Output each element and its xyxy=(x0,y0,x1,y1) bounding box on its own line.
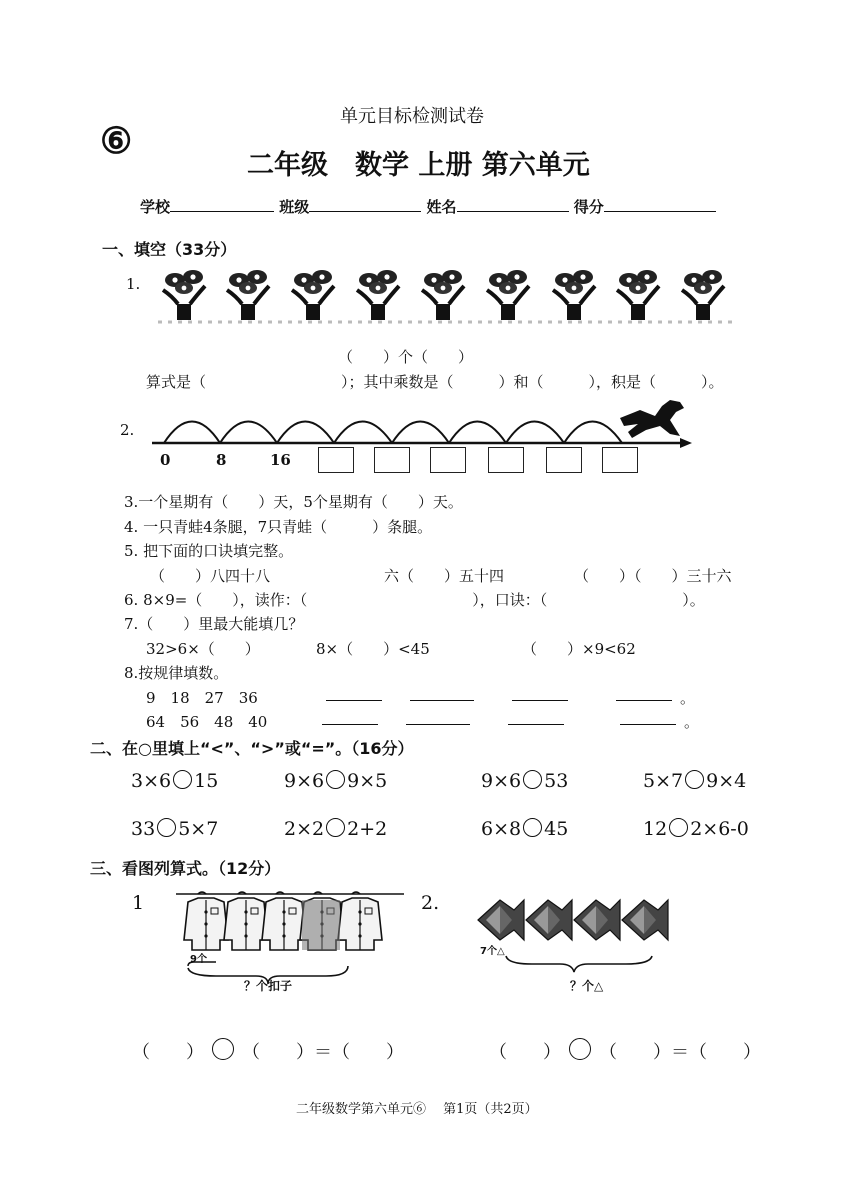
sequence-blank[interactable] xyxy=(512,700,568,701)
answer-box[interactable] xyxy=(374,447,410,473)
q8-sequence-1: 9 18 27 36 xyxy=(146,689,258,707)
field-name-label: 姓名 xyxy=(426,198,457,216)
q8-text: 8.按规律填数。 xyxy=(124,664,229,682)
student-info-line xyxy=(140,196,716,217)
field-school-label: 学校 xyxy=(140,198,171,216)
compare-item: 2×2 2+2 xyxy=(284,818,388,840)
compare-circle[interactable] xyxy=(523,770,542,789)
operator-circle[interactable] xyxy=(212,1038,234,1060)
compare-circle[interactable] xyxy=(157,818,176,837)
q8-sequence-2: 64 56 48 40 xyxy=(146,713,268,731)
p1-equation[interactable]: （ ） （ ）＝（ ） xyxy=(132,1038,404,1064)
sequence-blank[interactable] xyxy=(508,724,564,725)
field-score-label: 得分 xyxy=(573,198,604,216)
period: 。 xyxy=(680,689,696,707)
compare-item: 3×6 15 xyxy=(131,770,219,792)
q7-text: 7.（ ）里最大能填几？ xyxy=(124,615,304,633)
p2-total-label: ？个△ xyxy=(570,979,604,993)
tick-16: 16 xyxy=(270,451,291,469)
answer-box[interactable] xyxy=(318,447,354,473)
q3-text[interactable]: 3.一个星期有（ ）天，5个星期有（ ）天。 xyxy=(124,493,463,511)
triangle-fish-image xyxy=(476,896,686,986)
p1-small-label: 9个 xyxy=(190,954,207,965)
compare-item: 9×6 53 xyxy=(481,770,569,792)
series-title: 单元目标检测试卷 xyxy=(340,106,484,127)
q5-item[interactable]: （ ）（ ）三十六 xyxy=(574,567,732,585)
section1-heading: 一、填空（33分） xyxy=(102,240,237,259)
sequence-blank[interactable] xyxy=(616,700,672,701)
answer-box[interactable] xyxy=(488,447,524,473)
sequence-blank[interactable] xyxy=(322,724,378,725)
compare-circle[interactable] xyxy=(523,818,542,837)
q4-text[interactable]: 4. 一只青蛙4条腿，7只青蛙（ ）条腿。 xyxy=(124,518,433,536)
period: 。 xyxy=(684,713,700,731)
paper-title: 二年级 数学 上册 第六单元 xyxy=(247,150,590,181)
name-blank[interactable] xyxy=(457,197,569,212)
sequence-blank[interactable] xyxy=(410,700,474,701)
q5-item[interactable]: 六（ ）五十四 xyxy=(384,567,505,585)
sequence-blank[interactable] xyxy=(406,724,470,725)
sequence-blank[interactable] xyxy=(326,700,382,701)
section3-heading: 三、看图列算式。（12分） xyxy=(90,859,281,878)
tick-8: 8 xyxy=(216,451,227,469)
compare-item: 5×7 9×4 xyxy=(643,770,747,792)
q1-count-blanks[interactable]: （ ）个（ ） xyxy=(338,348,474,366)
q7-item[interactable]: 8×（ ）<45 xyxy=(316,640,430,658)
answer-box[interactable] xyxy=(430,447,466,473)
score-blank[interactable] xyxy=(604,197,716,212)
q5-text: 5. 把下面的口诀填完整。 xyxy=(124,542,294,560)
compare-item: 9×6 9×5 xyxy=(284,770,388,792)
compare-item: 12 2×6-0 xyxy=(643,818,749,840)
flower-pots-image xyxy=(158,266,738,328)
q5-item[interactable]: （ ）八四十八 xyxy=(150,567,271,585)
p2-equation[interactable]: （ ） （ ）＝（ ） xyxy=(489,1038,761,1064)
tick-0: 0 xyxy=(160,451,171,469)
answer-box[interactable] xyxy=(546,447,582,473)
q1-number: 1. xyxy=(126,275,141,293)
number-line-image xyxy=(150,388,695,450)
q7-item[interactable]: 32>6×（ ） xyxy=(146,640,260,658)
sequence-blank[interactable] xyxy=(620,724,676,725)
compare-item: 33 5×7 xyxy=(131,818,219,840)
p1-total-label: ？个扣子 xyxy=(244,979,293,993)
p2-number: 2. xyxy=(421,892,440,914)
compare-circle[interactable] xyxy=(326,770,345,789)
p1-number: 1 xyxy=(132,892,145,914)
compare-item: 6×8 45 xyxy=(481,818,569,840)
section2-heading: 二、在○里填上“<”、“>”或“=”。（16分） xyxy=(90,739,414,758)
operator-circle[interactable] xyxy=(569,1038,591,1060)
compare-circle[interactable] xyxy=(669,818,688,837)
compare-circle[interactable] xyxy=(173,770,192,789)
school-blank[interactable] xyxy=(170,197,274,212)
q6-text[interactable]: 6. 8×9=（ ），读作：（ ），口诀：（ ）。 xyxy=(124,591,705,609)
p2-small-label: 7个△ xyxy=(480,946,505,957)
q7-item[interactable]: （ ）×9<62 xyxy=(522,640,636,658)
field-class-label: 班级 xyxy=(279,198,310,216)
dog-icon xyxy=(620,400,684,438)
page-footer: 二年级数学第六单元⑥ 第1页（共2页） xyxy=(296,1102,538,1117)
class-blank[interactable] xyxy=(309,197,421,212)
answer-box[interactable] xyxy=(602,447,638,473)
q2-number: 2. xyxy=(120,421,135,439)
compare-circle[interactable] xyxy=(685,770,704,789)
q1-formula-line[interactable]: 算式是（ ）；其中乘数是（ ）和（ ），积是（ ）。 xyxy=(146,373,724,391)
compare-circle[interactable] xyxy=(326,818,345,837)
paper-number: ⑥ xyxy=(100,120,133,162)
